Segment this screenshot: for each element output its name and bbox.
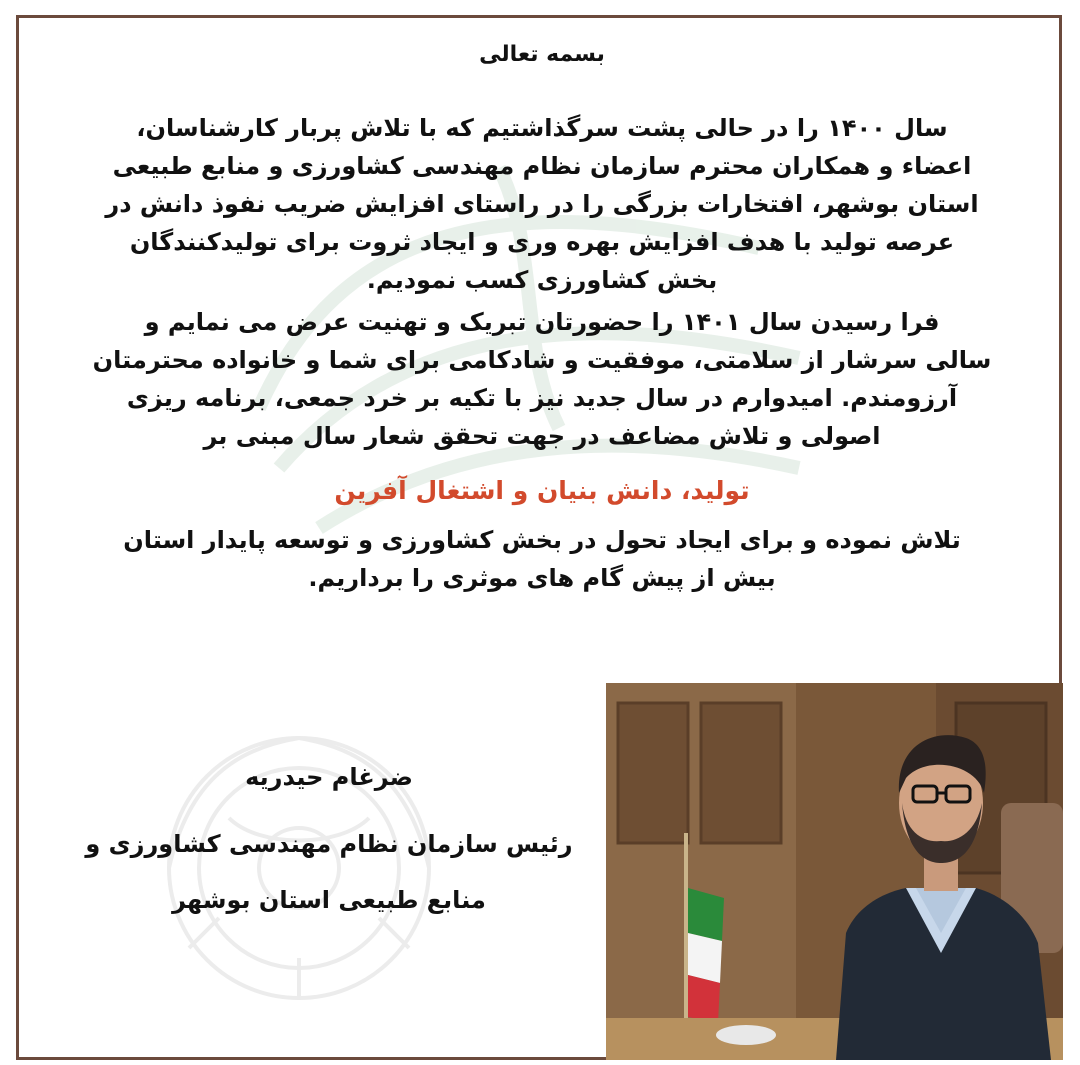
paragraph2-line3: آرزومندم. امیدوارم در سال جدید نیز با تکیه بر خرد جمعی، برنامه ریزی — [126, 384, 958, 412]
signature-name: ضرغام حیدریه — [245, 763, 413, 791]
paragraph2-line1: فرا رسیدن سال ۱۴۰۱ را حضورتان تبریک و تهنیت عرض می نمایم و — [144, 308, 940, 336]
signature-title-line2: منابع طبیعی استان بوشهر — [172, 886, 486, 914]
paragraph1-line3: استان بوشهر، افتخارات بزرگی را در راستای افزایش ضریب نفوذ دانش در — [105, 190, 979, 218]
heading: بسمه تعالی — [479, 42, 605, 67]
paragraph1-line5: بخش کشاورزی کسب نمودیم. — [366, 266, 718, 294]
paragraph3-line1: تلاش نموده و برای ایجاد تحول در بخش کشاورزی و توسعه پایدار استان — [123, 526, 961, 554]
signature-title-line1: رئیس سازمان نظام مهندسی کشاورزی و — [85, 830, 573, 858]
portrait-illustration — [606, 683, 1063, 1060]
paragraph2-line2: سالی سرشار از سلامتی، موفقیت و شادکامی برای شما و خانواده محترمتان — [92, 346, 992, 374]
paragraph1-line2: اعضاء و همکاران محترم سازمان نظام مهندسی کشاورزی و منابع طبیعی — [112, 152, 972, 180]
paragraph1-line4: عرصه تولید با هدف افزایش بهره وری و ایجاد ثروت برای تولیدکنندگان — [129, 228, 955, 256]
slogan: تولید، دانش بنیان و اشتغال آفرین — [334, 476, 750, 505]
paragraph3-line2: بیش از پیش گام های موثری را برداریم. — [308, 564, 776, 592]
portrait-photo — [606, 683, 1063, 1060]
paragraph2-line4: اصولی و تلاش مضاعف در جهت تحقق شعار سال مبنی بر — [203, 422, 881, 450]
paragraph1-line1: سال ۱۴۰۰ را در حالی پشت سرگذاشتیم که با تلاش پربار کارشناسان، — [136, 114, 948, 142]
